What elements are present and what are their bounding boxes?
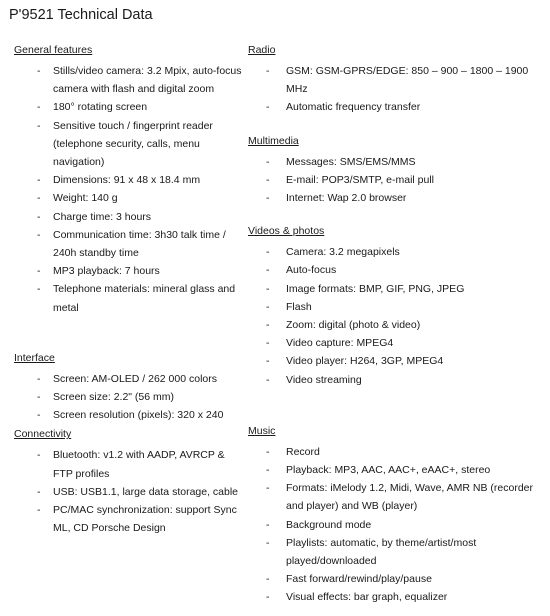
bullet-dash: - (266, 101, 270, 114)
bullet-dash: - (266, 155, 270, 168)
list-item (14, 388, 246, 406)
list-item (14, 446, 246, 482)
section-multimedia (248, 135, 546, 208)
bullet-dash: - (266, 192, 270, 205)
item-text: E-mail: POP3/SMTP, e-mail pull (286, 173, 435, 186)
section-radio (248, 44, 546, 117)
item-text: Messages: SMS/EMS/MMS (286, 155, 416, 168)
bullet-dash: - (37, 210, 41, 223)
bullet-dash: - (266, 319, 270, 332)
section-heading: Music (248, 424, 276, 437)
bullet-dash: - (37, 485, 41, 498)
list-item (14, 171, 246, 189)
section-heading: Videos & photos (248, 225, 325, 238)
bullet-dash: - (266, 518, 270, 531)
list-item (14, 483, 246, 501)
list-item (14, 62, 246, 98)
item-text: Stills/video camera: 3.2 Mpix, auto-focus camera with flash and digital zoom (53, 65, 242, 96)
item-text: Zoom: digital (photo & video) (286, 319, 421, 332)
list-item (248, 371, 546, 389)
section-heading: Multimedia (248, 134, 299, 147)
section-music (248, 425, 546, 607)
item-text: Dimensions: 91 x 48 x 18.4 mm (53, 174, 201, 187)
list-item (248, 153, 546, 171)
item-text: Video player: H264, 3GP, MPEG4 (286, 355, 444, 368)
bullet-dash: - (37, 101, 41, 114)
item-text: Bluetooth: v1.2 with AADP, AVRCP & FTP profiles (53, 449, 225, 480)
list-item (248, 334, 546, 352)
list-item (248, 189, 546, 207)
feature-list (248, 153, 546, 208)
bullet-dash: - (266, 536, 270, 549)
list-item (14, 501, 246, 537)
list-item (248, 516, 546, 534)
list-item (248, 316, 546, 334)
bullet-dash: - (37, 449, 41, 462)
list-item (248, 479, 546, 515)
section-videos-photos (248, 225, 546, 389)
section-heading: General features (14, 44, 93, 56)
bullet-dash: - (37, 228, 41, 241)
list-item (14, 189, 246, 207)
list-item (14, 280, 246, 316)
bullet-dash: - (37, 265, 41, 278)
list-item (14, 226, 246, 262)
bullet-dash: - (266, 445, 270, 458)
feature-list (248, 62, 546, 117)
list-item (248, 98, 546, 116)
feature-list (14, 446, 246, 537)
list-item (248, 261, 546, 279)
item-text: Video capture: MPEG4 (286, 337, 394, 350)
feature-list (248, 243, 546, 389)
section-heading: Connectivity (14, 428, 72, 441)
bullet-dash: - (37, 409, 41, 422)
bullet-dash: - (266, 173, 270, 186)
bullet-dash: - (266, 300, 270, 313)
bullet-dash: - (266, 65, 270, 77)
item-text: MP3 playback: 7 hours (53, 265, 160, 278)
bullet-dash: - (37, 283, 41, 296)
section-heading: Radio (248, 44, 276, 56)
bullet-dash: - (266, 246, 270, 259)
bullet-dash: - (37, 174, 41, 187)
bullet-dash: - (37, 119, 41, 132)
list-item (14, 208, 246, 226)
bullet-dash: - (266, 264, 270, 277)
bullet-dash: - (266, 337, 270, 350)
item-text: GSM: GSM-GPRS/EDGE: 850 – 900 – 1800 – 1900 MHz (286, 65, 529, 96)
item-text: Weight: 140 g (53, 192, 118, 205)
bullet-dash: - (37, 65, 41, 77)
bullet-dash: - (266, 355, 270, 368)
item-text: Camera: 3.2 megapixels (286, 246, 400, 259)
item-text: Fast forward/rewind/play/pause (286, 573, 432, 586)
bullet-dash: - (266, 591, 270, 604)
list-item (14, 262, 246, 280)
item-text: Background mode (286, 518, 372, 531)
item-text: Automatic frequency transfer (286, 101, 421, 114)
feature-list (14, 62, 246, 317)
list-item (248, 461, 546, 479)
list-item (14, 117, 246, 172)
bullet-dash: - (37, 504, 41, 517)
item-text: Internet: Wap 2.0 browser (286, 192, 407, 205)
section-interface (14, 352, 246, 425)
item-text: Auto-focus (286, 264, 337, 277)
right-column (248, 44, 546, 607)
item-text: Flash (286, 300, 312, 313)
bullet-dash: - (266, 373, 270, 386)
list-item (248, 588, 546, 606)
bullet-dash: - (37, 192, 41, 205)
list-item (248, 243, 546, 261)
list-item (14, 98, 246, 116)
item-text: Screen: AM-OLED / 262 000 colors (53, 372, 217, 385)
item-text: Formats: iMelody 1.2, Midi, Wave, AMR NB (recorder and player) and WB (player) (286, 482, 534, 513)
list-item (248, 352, 546, 370)
list-item (248, 298, 546, 316)
item-text: PC/MAC synchronization: support Sync ML, CD Porsche Design (53, 504, 237, 535)
page-title: P'9521 Technical Data (9, 7, 153, 23)
bullet-dash: - (266, 464, 270, 477)
item-text: Telephone materials: mineral glass and metal (53, 283, 236, 314)
list-item (248, 62, 546, 98)
feature-list (14, 370, 246, 425)
item-text: Playback: MP3, AAC, AAC+, eAAC+, stereo (286, 464, 491, 477)
bullet-dash: - (266, 573, 270, 586)
item-text: Visual effects: bar graph, equalizer (286, 591, 448, 604)
bullet-dash: - (266, 282, 270, 295)
section-heading: Interface (14, 351, 55, 364)
list-item (248, 171, 546, 189)
item-text: Record (286, 445, 320, 458)
item-text: Communication time: 3h30 talk time / 240h standby time (53, 228, 226, 260)
list-item (248, 280, 546, 298)
item-text: Image formats: BMP, GIF, PNG, JPEG (286, 282, 465, 295)
item-text: Sensitive touch / fingerprint reader (telephone security, calls, menu navigation) (53, 119, 213, 169)
list-item (248, 534, 546, 570)
list-item (248, 443, 546, 461)
item-text: Screen resolution (pixels): 320 x 240 (53, 409, 224, 422)
feature-list (248, 443, 546, 607)
list-item (14, 370, 246, 388)
section-general-features (14, 44, 246, 317)
bullet-dash: - (266, 482, 270, 495)
item-text: USB: USB1.1, large data storage, cable (53, 485, 239, 498)
item-text: Playlists: automatic, by theme/artist/most played/downloaded (286, 536, 477, 568)
item-text: Screen size: 2.2" (56 mm) (53, 391, 175, 404)
item-text: 180° rotating screen (53, 101, 148, 114)
bullet-dash: - (37, 372, 41, 385)
left-column (14, 44, 246, 537)
bullet-dash: - (37, 391, 41, 404)
list-item (248, 570, 546, 588)
item-text: Video streaming (286, 373, 362, 386)
list-item (14, 406, 246, 424)
item-text: Charge time: 3 hours (53, 210, 152, 223)
section-connectivity (14, 428, 246, 537)
